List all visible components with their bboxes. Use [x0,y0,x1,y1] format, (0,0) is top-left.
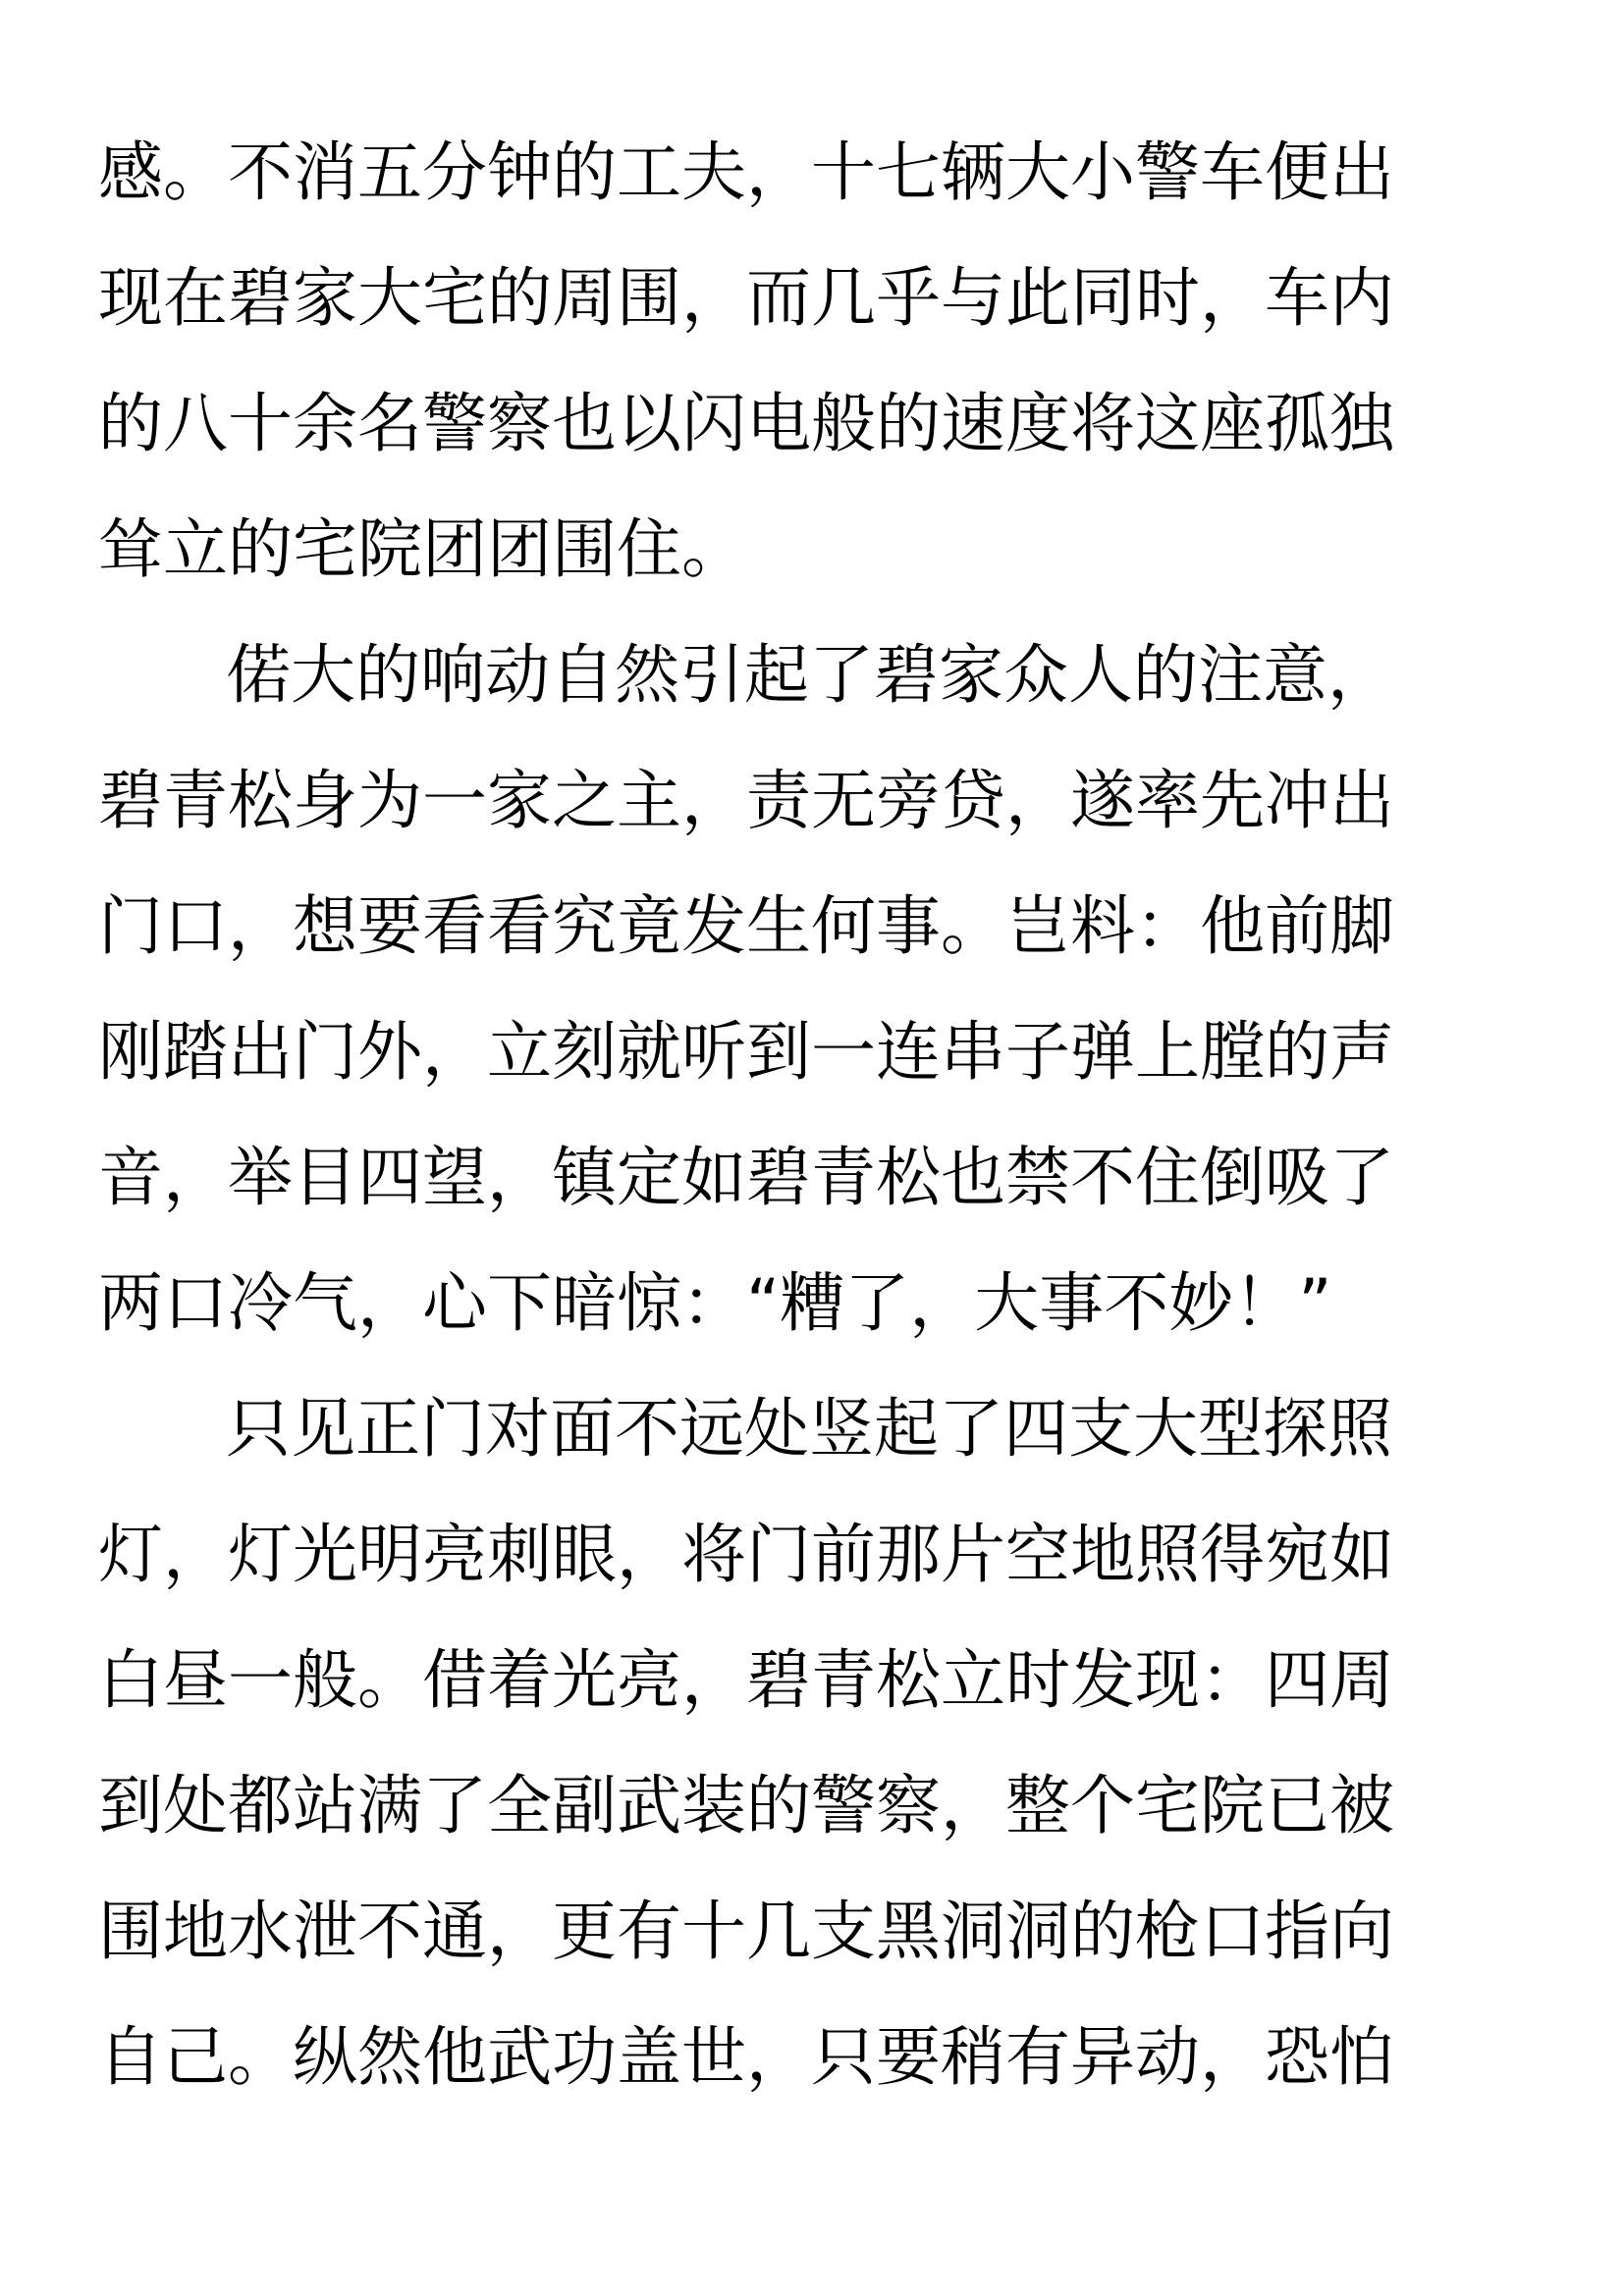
text-line: 两口冷气，心下暗惊：“糟了，大事不妙！” [98,1265,1332,1341]
text-line: 感。不消五分钟的工夫，十七辆大小警车便出 [98,134,1394,210]
text-line: 的八十余名警察也以闪电般的速度将这座孤独 [98,386,1394,461]
paragraph-first-line: 偌大的响动自然引起了碧家众人的注意， [226,637,1392,713]
body-text [98,126,1532,2136]
paragraph-first-line: 只见正门对面不远处竖起了四支大型探照 [226,1391,1392,1467]
text-line: 音，举目四望，镇定如碧青松也禁不住倒吸了 [98,1140,1394,1215]
text-line: 现在碧家大宅的周围，而几乎与此同时，车内 [98,260,1394,336]
text-line: 耸立的宅院团团围住。 [98,511,746,587]
text-line: 围地水泄不通，更有十几支黑洞洞的枪口指向 [98,1894,1394,1969]
text-line: 碧青松身为一家之主，责无旁贷，遂率先冲出 [98,763,1394,838]
text-line: 白昼一般。借着光亮，碧青松立时发现：四周 [98,1642,1394,1718]
text-line: 到处都站满了全副武装的警察，整个宅院已被 [98,1768,1394,1843]
text-line: 自己。纵然他武功盖世，只要稍有异动，恐怕 [98,2019,1394,2095]
text-line: 门口，想要看看究竟发生何事。岂料：他前脚 [98,888,1394,964]
text-line: 灯，灯光明亮刺眼，将门前那片空地照得宛如 [98,1517,1394,1592]
text-line: 刚踏出门外，立刻就听到一连串子弹上膛的声 [98,1014,1394,1090]
